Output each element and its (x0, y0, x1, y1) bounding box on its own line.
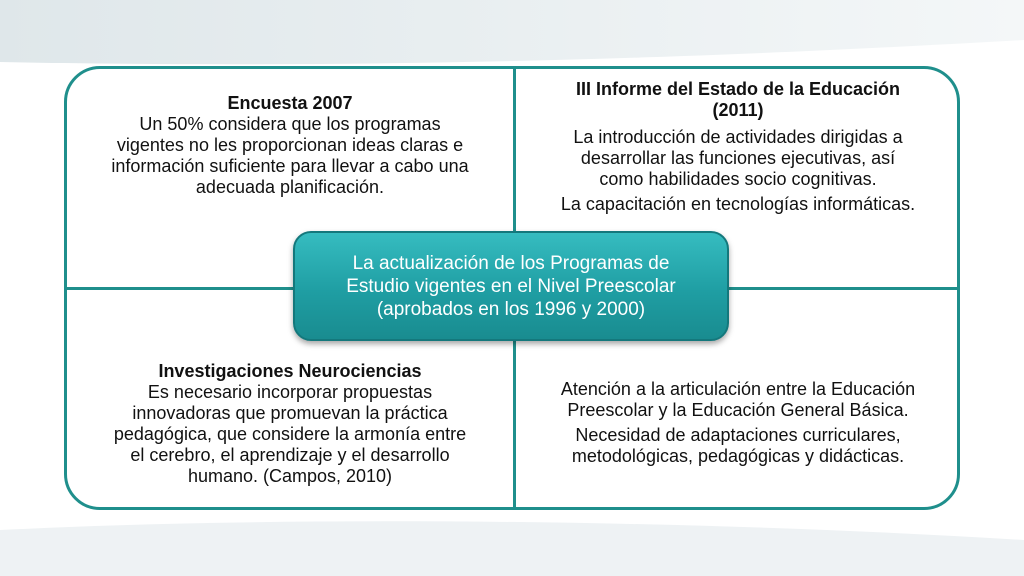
quadrant-text: Un 50% considera que los programas vigentes no les proporcionan ideas claras e información suficiente para llevar a cabo una adecuada planificación. (111, 114, 469, 197)
center-topic-text: La actualización de los Programas de Estudio vigentes en el Nivel Preescolar (aprobados en los 1996 y 2000) (346, 252, 676, 320)
quadrant-top-right (523, 79, 953, 219)
quadrant-text-2: Necesidad de adaptaciones curriculares, metodológicas, pedagógicas y didácticas. (571, 425, 905, 466)
quadrant-title: III Informe del Estado de la Educación (2011) (575, 79, 901, 120)
quadrant-top-left (75, 93, 505, 198)
quadrant-text-2: La capacitación en tecnologías informáticas. (560, 194, 916, 214)
quadrant-title: Encuesta 2007 (227, 93, 353, 113)
quadrant-bottom-right (523, 379, 953, 471)
quadrant-text: Es necesario incorporar propuestas innovadoras que promuevan la práctica pedagógica, que considere la armonía entre el cerebro, el aprendizaje y el desarrollo humano. (Campos, 2010) (113, 382, 467, 486)
quadrant-title: Investigaciones Neurociencias (158, 361, 422, 381)
quadrant-text: Atención a la articulación entre la Educación Preescolar y la Educación General Básica. (560, 379, 916, 420)
quadrant-bottom-left (75, 361, 505, 487)
center-topic-box (293, 231, 729, 341)
quadrant-text: La introducción de actividades dirigidas a desarrollar las funciones ejecutivas, así como habilidades socio cognitivas. (573, 127, 903, 189)
